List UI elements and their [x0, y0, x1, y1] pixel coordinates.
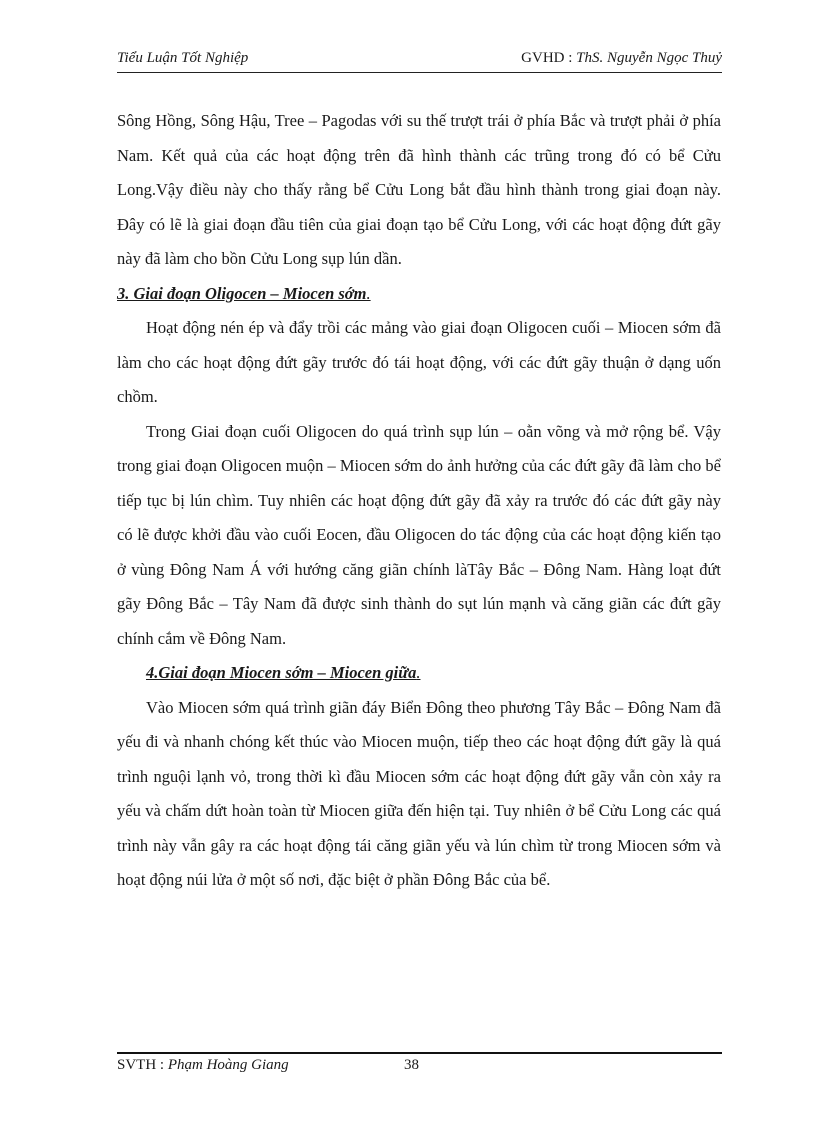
- footer-student-name: Phạm Hoàng Giang: [167, 1057, 289, 1073]
- header-thesis-title: Tiểu Luận Tốt Nghiệp: [117, 50, 249, 66]
- paragraph-3: Trong Giai đoạn cuối Oligocen do quá trình sụp lún – oằn võng và mở rộng bể. Vậy trong giai đoạn Oligocen muộn – Miocen sớm do ảnh hưởng của các đứt gãy đã làm cho bể tiếp tục bị lún chìm. Tuy nhiên các hoạt động đứt gãy đã xảy ra trước đó các đứt gãy này có lẽ được khởi đầu vào cuối Eocen, đầu Oligocen do tác động của các hoạt động kiến tạo ở vùng Đông Nam Á với hướng căng giãn chính làTây Bắc – Đông Nam. Hàng loạt đứt gãy Đông Bắc – Tây Nam đã được sinh thành do sụt lún mạnh và căng giãn các đứt gãy chính cắm về Đông Nam.: [117, 421, 721, 648]
- paragraph-4: Vào Miocen sớm quá trình giãn đáy Biển Đông theo phương Tây Bắc – Đông Nam đã yếu đi và nhanh chóng kết thúc vào Miocen muộn, tiếp theo các hoạt động đứt gãy là quá trình nguội lạnh vỏ, trong thời kì đầu Miocen sớm các hoạt động đứt gãy vẫn còn xảy ra yếu và chấm dứt hoàn toàn từ Miocen giữa đến hiện tại. Tuy nhiên ở bể Cửu Long các quá trình này vẫn gây ra các hoạt động tái căng giãn yếu và lún chìm từ trong Miocen sớm và hoạt động núi lửa ở một số nơi, đặc biệt ở phần Đông Bắc của bể.: [117, 697, 721, 889]
- page-number: 38: [404, 1057, 419, 1073]
- paragraph-2: Hoạt động nén ép và đẩy trồi các mảng vào giai đoạn Oligocen cuối – Miocen sớm đã làm cho các hoạt động đứt gãy trước đó tái hoạt động, với các đứt gãy thuận ở dạng uốn chồm.: [117, 318, 721, 406]
- page-header: [117, 48, 722, 70]
- page-footer: [117, 1057, 722, 1079]
- footer-student-label: SVTH :: [117, 1057, 168, 1073]
- section-heading-3-text: 3. Giai đoạn Oligocen – Miocen sớm: [117, 283, 367, 303]
- header-advisor: [521, 50, 722, 67]
- section-heading-4-tail: .: [416, 663, 421, 682]
- header-divider: [117, 72, 722, 73]
- footer-student: [117, 1057, 289, 1074]
- section-heading-4: [117, 656, 721, 691]
- header-advisor-name: ThS. Nguyễn Ngọc Thuỷ: [576, 50, 722, 66]
- section-heading-3-tail: .: [366, 283, 371, 303]
- paragraph-1: Sông Hồng, Sông Hậu, Tree – Pagodas với su thế trượt trái ở phía Bắc và trượt phải ở phía Nam. Kết quả của các hoạt động trên đã hình thành các trũng trong đó có bể Cửu Long.Vậy điều này cho thấy rằng bể Cửu Long bắt đầu hình thành trong giai đoạn này. Đây có lẽ là giai đoạn đầu tiên của giai đoạn tạo bể Cửu Long, với các hoạt động đứt gãy này đã làm cho bồn Cửu Long sụp lún dần.: [117, 111, 721, 268]
- section-heading-4-text: 4.Giai đoạn Miocen sớm – Miocen giữa: [146, 663, 417, 682]
- footer-divider: [117, 1052, 722, 1054]
- header-advisor-label: GVHD :: [521, 50, 577, 66]
- section-heading-3: [117, 277, 721, 312]
- document-body: [117, 104, 721, 898]
